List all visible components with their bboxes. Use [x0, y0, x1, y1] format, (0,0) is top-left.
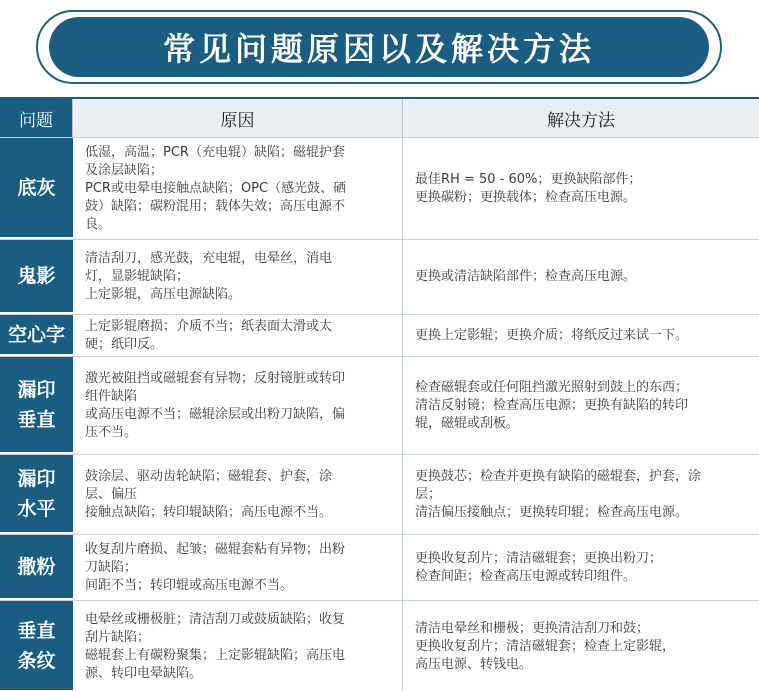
problem-cell: 撒粉 — [0, 535, 73, 600]
table-row — [0, 356, 759, 454]
page-title: 常见问题原因以及解决方法 — [49, 17, 709, 77]
faq-table — [0, 97, 759, 691]
cause-cell: 收复刮片磨损、起皱；磁辊套粘有异物；出粉 刀缺陷； 间距不当；转印辊或高压电源不当。 — [73, 535, 403, 600]
cause-cell: 低湿，高温；PCR（充电辊）缺陷；磁辊护套 及涂层缺陷； PCR或电晕电接触点缺陷；OPC（感光鼓、硒 鼓）缺陷；碳粉混用；载体失效；高压电源不 良。 — [73, 138, 403, 239]
header-cause: 原因 — [73, 99, 403, 137]
problem-cell: 鬼影 — [0, 240, 73, 314]
solution-cell: 更换上定影辊；更换介质；将纸反过来试一下。 — [415, 327, 689, 343]
header-problem: 问题 — [0, 99, 73, 137]
table-row — [0, 454, 759, 534]
cause-cell: 上定影辊磨损；介质不当；纸表面太滑或太 硬；纸印反。 — [73, 315, 403, 356]
table-row — [0, 314, 759, 356]
cause-cell: 电晕丝或栅极脏；清洁刮刀或鼓质缺陷；收复 刮片缺陷； 磁辊套上有碳粉聚集；上定影辊缺陷；高压电 源、转印电晕缺陷。 — [73, 601, 403, 691]
problem-cell: 漏印 垂直 — [0, 357, 73, 454]
header-solution: 解决方法 — [403, 99, 759, 137]
problem-cell: 底灰 — [0, 138, 73, 239]
solution-cell: 检查磁辊套或任何阻挡激光照射到鼓上的东西； 清洁反射镜；检查高压电源；更换有缺陷的转印 辊，磁辊或刮板。 — [415, 379, 689, 431]
table-row — [0, 600, 759, 691]
solution-cell: 更换鼓芯；检查并更换有缺陷的磁辊套，护套，涂 层； 清洁偏压接触点；更换转印辊；检查高压电源。 — [415, 468, 702, 520]
table-row — [0, 239, 759, 314]
table-header — [0, 97, 759, 137]
problem-cell: 漏印 水平 — [0, 455, 73, 534]
solution-cell: 清洁电晕丝和栅极；更换清洁刮刀和鼓； 更换收复刮片；清洁磁辊套；检查上定影辊， 高压电源、转钱电。 — [415, 620, 676, 672]
cause-cell: 激光被阻挡或磁辊套有异物；反射镜脏或转印 组件缺陷 或高压电源不当；磁辊涂层或出粉刀缺陷，偏 压不当。 — [73, 357, 403, 454]
solution-cell: 更换或清洁缺陷部件；检查高压电源。 — [415, 269, 637, 284]
solution-cell: 最佳RH = 50 - 60%；更换缺陷部件； 更换碳粉；更换载体；检查高压电源。 — [415, 171, 642, 205]
table-row — [0, 137, 759, 239]
table-row — [0, 534, 759, 600]
solution-cell: 更换收复刮片；清洁磁辊套；更换出粉刀； 检查间距；检查高压电源或转印组件。 — [415, 550, 663, 584]
cause-cell: 清洁刮刀，感光鼓，充电辊，电晕丝，消电 灯，显影辊缺陷； 上定影辊，高压电源缺陷。 — [73, 240, 403, 314]
cause-cell: 鼓涂层、驱动齿轮缺陷；磁辊套、护套，涂 层、偏压 接触点缺陷；转印辊缺陷；高压电源不当。 — [73, 455, 403, 534]
problem-cell: 垂直 条纹 — [0, 601, 73, 691]
problem-cell: 空心字 — [0, 315, 73, 356]
